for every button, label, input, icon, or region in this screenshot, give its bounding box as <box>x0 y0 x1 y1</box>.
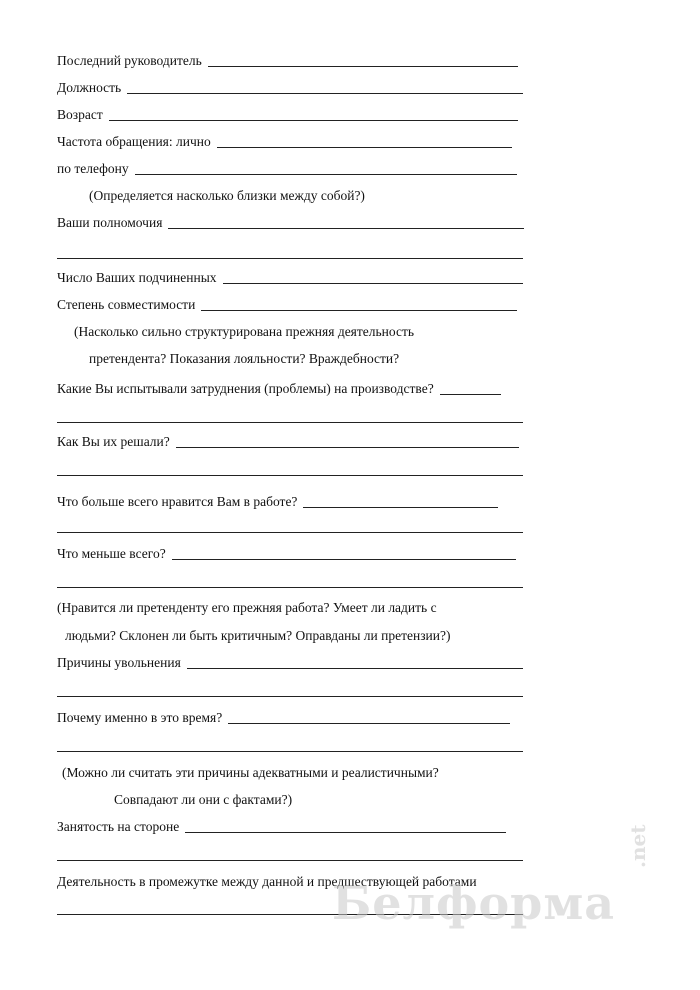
activity-between-label: Деятельность в промежутке между данной и предшествующей работами <box>57 874 477 889</box>
difficulties-extra-line[interactable] <box>57 422 523 423</box>
note-like-2: людьми? Склонен ли быть критичным? Оправданы ли претензии?) <box>65 628 451 643</box>
like-least-field[interactable] <box>172 558 516 560</box>
authority-field[interactable] <box>168 227 524 229</box>
like-most-label: Что больше всего нравится Вам в работе? <box>57 494 298 509</box>
difficulties-field[interactable] <box>440 393 501 395</box>
why-now-extra-line[interactable] <box>57 751 523 752</box>
age-field[interactable] <box>109 119 518 121</box>
side-employment-label: Занятость на стороне <box>57 819 180 834</box>
compatibility-row <box>57 297 517 313</box>
subordinates-field[interactable] <box>223 282 523 284</box>
watermark-suffix: .net <box>626 824 650 868</box>
contact-in-person-field[interactable] <box>217 146 512 148</box>
watermark-logo: Белформа <box>332 876 616 930</box>
last-manager-field[interactable] <box>208 65 518 67</box>
authority-row <box>57 215 524 231</box>
like-least-extra-line[interactable] <box>57 587 523 588</box>
note-adequate-2: Совпадают ли они с фактами?) <box>114 792 293 807</box>
dismissal-reasons-row <box>57 655 523 671</box>
like-most-row <box>57 494 498 510</box>
subordinates-row <box>57 270 523 286</box>
age-row <box>57 107 518 123</box>
subordinates-label: Число Ваших подчиненных <box>57 270 217 285</box>
compatibility-label: Степень совместимости <box>57 297 196 312</box>
authority-label: Ваши полномочия <box>57 215 163 230</box>
by-phone-label: по телефону <box>57 161 129 176</box>
why-now-field[interactable] <box>228 722 510 724</box>
side-employment-field[interactable] <box>185 831 506 833</box>
dismissal-reasons-extra-line[interactable] <box>57 696 523 697</box>
compatibility-field[interactable] <box>201 309 517 311</box>
difficulties-row <box>57 381 501 397</box>
contact-phone-field[interactable] <box>135 173 517 175</box>
why-now-label: Почему именно в это время? <box>57 710 223 725</box>
contact-phone-row <box>57 161 517 177</box>
position-row <box>57 80 523 96</box>
note-closeness: (Определяется насколько близки между собой?) <box>89 188 365 203</box>
side-employment-extra-line[interactable] <box>57 860 523 861</box>
age-label: Возраст <box>57 107 103 122</box>
why-now-row <box>57 710 510 726</box>
side-employment-row <box>57 819 506 835</box>
how-solved-field[interactable] <box>176 446 519 448</box>
like-least-label: Что меньше всего? <box>57 546 166 561</box>
last-manager-row <box>57 53 518 69</box>
contact-in-person-row <box>57 134 512 150</box>
note-adequate-1: (Можно ли считать эти причины адекватными и реалистичными? <box>62 765 439 780</box>
dismissal-reasons-label: Причины увольнения <box>57 655 181 670</box>
position-field[interactable] <box>127 92 523 94</box>
dismissal-reasons-field[interactable] <box>187 667 523 669</box>
position-label: Должность <box>57 80 122 95</box>
note-structure-1: (Насколько сильно структурирована прежняя деятельность <box>74 324 415 339</box>
contact-frequency-label: Частота обращения: лично <box>57 134 211 149</box>
like-least-row <box>57 546 516 562</box>
how-solved-label: Как Вы их решали? <box>57 434 170 449</box>
how-solved-row <box>57 434 519 450</box>
like-most-extra-line[interactable] <box>57 532 523 533</box>
like-most-field[interactable] <box>303 506 498 508</box>
note-like-1: (Нравится ли претенденту его прежняя работа? Умеет ли ладить с <box>57 600 437 615</box>
how-solved-extra-line[interactable] <box>57 475 523 476</box>
difficulties-label: Какие Вы испытывали затруднения (проблемы) на производстве? <box>57 381 434 396</box>
last-manager-label: Последний руководитель <box>57 53 202 68</box>
note-structure-2: претендента? Показания лояльности? Враждебности? <box>89 351 400 366</box>
authority-extra-line[interactable] <box>57 258 523 259</box>
